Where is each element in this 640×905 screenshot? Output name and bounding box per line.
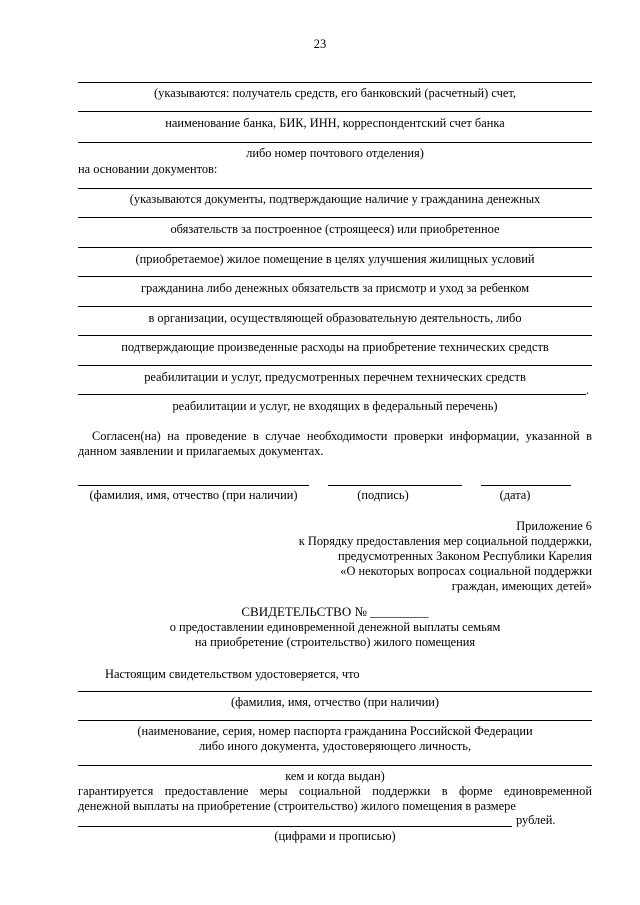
appendix-line-4: «О некоторых вопросах социальной поддержки xyxy=(340,564,592,578)
signature-sign-hint: (подпись) xyxy=(357,488,409,502)
fill-line xyxy=(78,720,592,721)
certificate-subtitle-2: на приобретение (строительство) жилого помещения xyxy=(194,635,476,649)
fill-line xyxy=(78,247,592,248)
documents-end-mark: . xyxy=(586,383,590,397)
certificate-fio-hint: (фамилия, имя, отчество (при наличии) xyxy=(230,695,439,709)
documents-hint-3: (приобретаемое) жилое помещение в целях улучшения жилищных условий xyxy=(135,252,535,266)
certificate-currency: рублей. xyxy=(516,813,556,827)
fill-line xyxy=(78,111,592,112)
fill-line xyxy=(78,82,592,83)
certificate-subtitle-1: о предоставлении единовременной денежной выплаты семьям xyxy=(169,620,501,634)
fill-line xyxy=(78,335,592,336)
appendix-line-1: Приложение 6 xyxy=(516,519,592,533)
fill-line xyxy=(78,306,592,307)
documents-hint-7: реабилитации и услуг, предусмотренных перечнем технических средств xyxy=(144,370,526,384)
signature-fio-hint: (фамилия, имя, отчество (при наличии) xyxy=(89,488,298,502)
certificate-intro: Настоящим свидетельством удостоверяется, что xyxy=(105,667,360,681)
fill-line xyxy=(78,188,592,189)
amount-fill-line xyxy=(78,826,512,827)
appendix-line-2: к Порядку предоставления мер социальной поддержки, xyxy=(298,534,592,548)
documents-label: на основании документов: xyxy=(78,162,218,176)
appendix-line-5: граждан, имеющих детей» xyxy=(451,579,592,593)
documents-hint-1: (указываются документы, подтверждающие наличие у гражданина денежных xyxy=(129,192,541,206)
documents-hint-5: в организации, осуществляющей образовательную деятельность, либо xyxy=(148,311,522,325)
documents-hint-8: реабилитации и услуг, не входящих в федеральный перечень) xyxy=(172,399,498,413)
sign-signature-line xyxy=(328,485,462,486)
fill-line xyxy=(78,217,592,218)
recipient-hint-1: (указываются: получатель средств, его банковский (расчетный) счет, xyxy=(154,86,516,100)
fill-line xyxy=(78,276,592,277)
fio-signature-line xyxy=(78,485,309,486)
signature-date-hint: (дата) xyxy=(499,488,531,502)
documents-hint-4: гражданина либо денежных обязательств за присмотр и уход за ребенком xyxy=(140,281,530,295)
fill-line xyxy=(78,365,592,366)
recipient-hint-2: наименование банка, БИК, ИНН, корреспондентский счет банка xyxy=(165,116,505,130)
fill-line xyxy=(78,142,592,143)
certificate-guarantee-line-1: гарантируется предоставление меры социальной поддержки в форме единовременной xyxy=(78,784,592,798)
date-signature-line xyxy=(481,485,571,486)
consent-line-1: Согласен(на) на проведение в случае необходимости проверки информации, указанной в xyxy=(92,429,592,443)
certificate-passport-hint-2: либо иного документа, удостоверяющего личность, xyxy=(198,739,472,753)
fill-line xyxy=(78,691,592,692)
appendix-line-3: предусмотренных Законом Республики Карелия xyxy=(337,549,592,563)
fill-line xyxy=(78,765,592,766)
documents-hint-2: обязательств за построенное (строящееся) или приобретенное xyxy=(170,222,500,236)
certificate-issued-hint: кем и когда выдан) xyxy=(285,769,385,783)
certificate-guarantee-line-2: денежной выплаты на приобретение (строительство) жилого помещения в размере xyxy=(78,799,516,813)
page-number: 23 xyxy=(313,37,327,51)
fill-line xyxy=(78,394,586,395)
consent-line-2: данном заявлении и прилагаемых документах. xyxy=(78,444,324,458)
documents-hint-6: подтверждающие произведенные расходы на приобретение технических средств xyxy=(121,340,549,354)
certificate-passport-hint-1: (наименование, серия, номер паспорта гражданина Российской Федерации xyxy=(137,724,533,738)
certificate-title: СВИДЕТЕЛЬСТВО № _________ xyxy=(241,604,429,619)
recipient-hint-3: либо номер почтового отделения) xyxy=(246,146,424,160)
certificate-amount-hint: (цифрами и прописью) xyxy=(274,829,396,843)
